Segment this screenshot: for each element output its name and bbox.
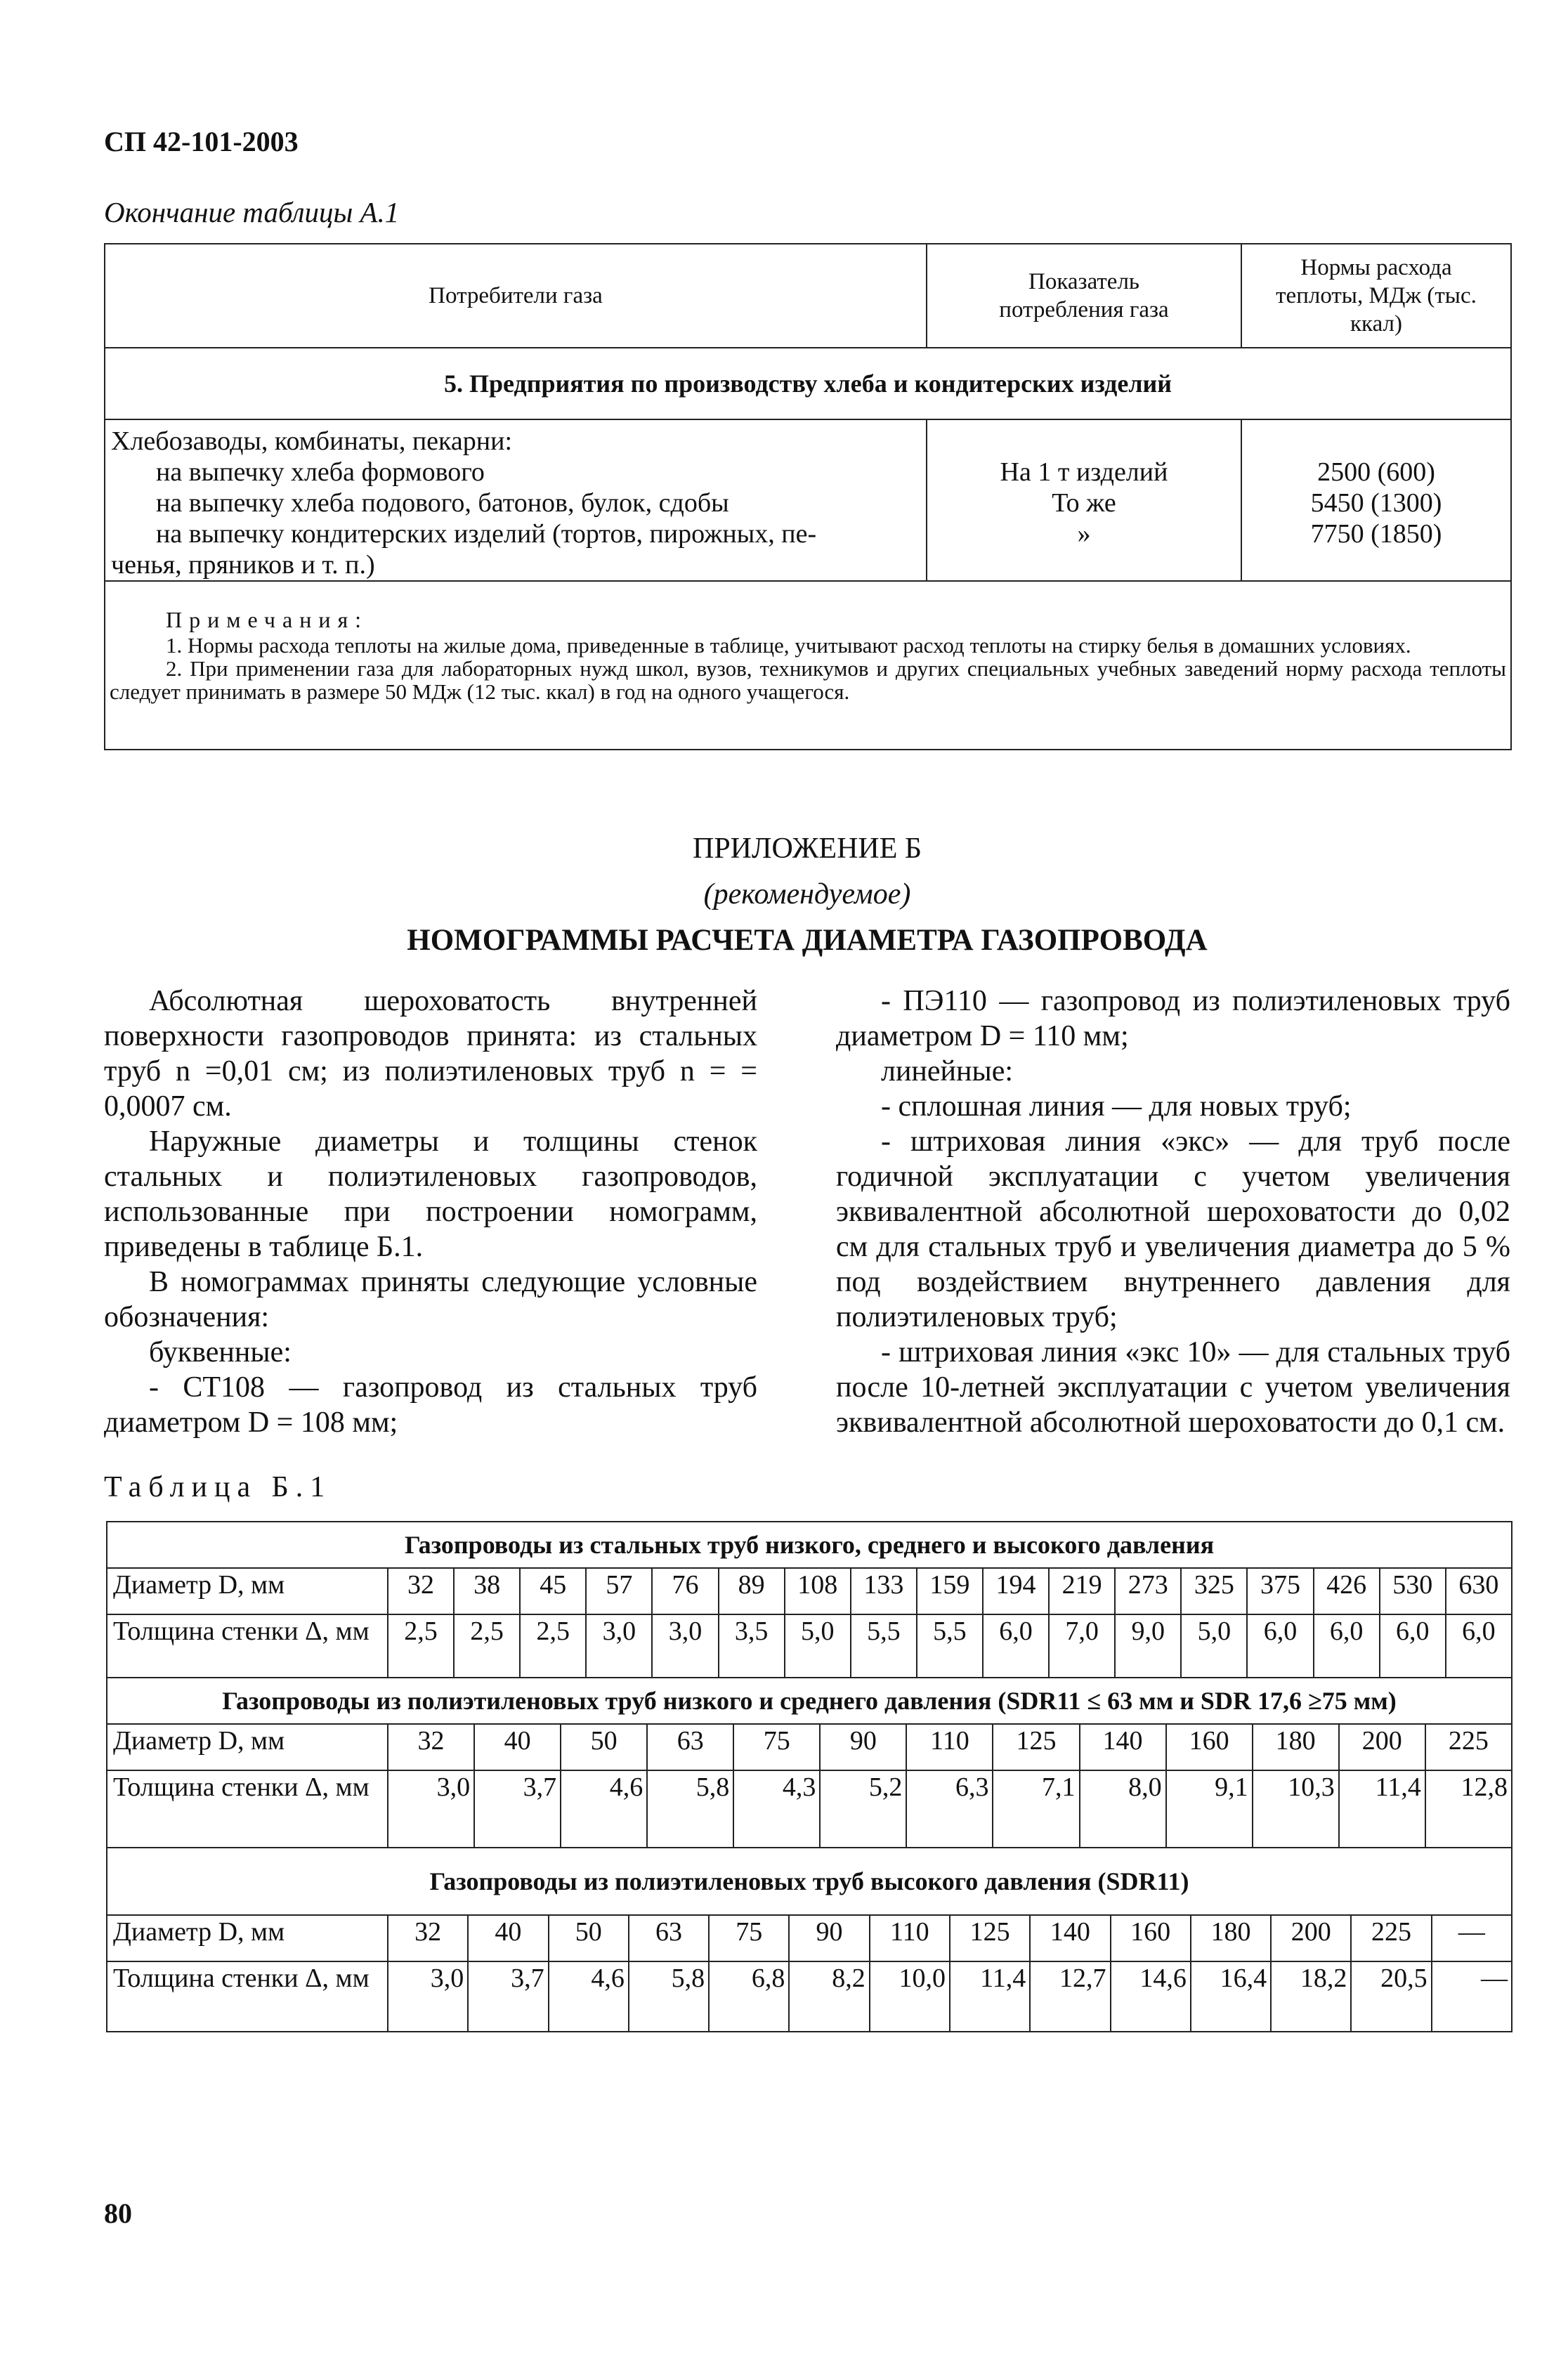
wall-thickness-cell: 3,7	[468, 1961, 548, 2032]
wall-thickness-cell: 6,0	[1380, 1614, 1446, 1678]
paragraph: В номограммах приняты следующие условные обозначения:	[104, 1266, 757, 1333]
consumer-line: ченья, пряников и т. п.)	[111, 550, 375, 580]
wall-thickness-cell: 14,6	[1111, 1961, 1191, 2032]
wall-thickness-cell: 2,5	[454, 1614, 520, 1678]
wall-thickness-cell: 6,0	[1247, 1614, 1313, 1678]
diameter-cell: 50	[549, 1915, 629, 1961]
table-b1-steel	[106, 1521, 1513, 1678]
wall-thickness-cell: 9,1	[1166, 1770, 1253, 1848]
wall-thickness-cell: 8,2	[789, 1961, 869, 2032]
indicator-line: На 1 т изделий	[1000, 457, 1168, 487]
table-b1-caption: Таблица Б.1	[104, 1471, 332, 1503]
diameter-cell: 133	[851, 1568, 917, 1614]
diameter-cell: 75	[733, 1724, 820, 1770]
paragraph: - сплошная линия — для новых труб;	[881, 1090, 1352, 1123]
diameter-cell: 90	[820, 1724, 906, 1770]
diameter-cell: 90	[789, 1915, 869, 1961]
norm-line: 7750 (1850)	[1310, 519, 1442, 549]
wall-thickness-cell: 12,8	[1425, 1770, 1512, 1848]
wall-thickness-cell: 6,8	[709, 1961, 789, 2032]
diameter-cell: 225	[1351, 1915, 1431, 1961]
wall-thickness-cell: 5,2	[820, 1770, 906, 1848]
wall-thickness-cell: 6,0	[983, 1614, 1049, 1678]
diameter-cell: 225	[1425, 1724, 1512, 1770]
wall-thickness-cell: 6,0	[1446, 1614, 1512, 1678]
section-title: Газопроводы из полиэтиленовых труб высокого давления (SDR11)	[107, 1848, 1512, 1915]
wall-thickness-cell: 8,0	[1080, 1770, 1166, 1848]
diameter-cell: 38	[454, 1568, 520, 1614]
wall-thickness-cell: 18,2	[1271, 1961, 1351, 2032]
consumers-cell	[105, 419, 927, 581]
consumer-line: на выпечку хлеба подового, батонов, булок, сдобы	[156, 488, 729, 518]
page-number: 80	[104, 2197, 132, 2229]
wall-thickness-cell: 20,5	[1351, 1961, 1431, 2032]
appendix-status: (рекомендуемое)	[703, 878, 911, 910]
consumer-line: на выпечку хлеба формового	[156, 457, 485, 487]
diameter-cell: 40	[474, 1724, 561, 1770]
diameter-cell: 89	[719, 1568, 785, 1614]
col-header-consumers: Потребители газа	[105, 244, 927, 348]
diameter-cell: 125	[950, 1915, 1030, 1961]
wall-thickness-cell: 10,3	[1253, 1770, 1339, 1848]
diameter-cell: 180	[1253, 1724, 1339, 1770]
diameter-cell: 426	[1314, 1568, 1380, 1614]
diameter-cell: 140	[1080, 1724, 1166, 1770]
diameter-cell: 45	[520, 1568, 586, 1614]
diameter-cell: 160	[1166, 1724, 1253, 1770]
wall-thickness-cell: 3,0	[586, 1614, 652, 1678]
wall-thickness-cell: 5,0	[785, 1614, 851, 1678]
norm-line: 5450 (1300)	[1310, 488, 1442, 518]
indicator-line: »	[1077, 519, 1091, 549]
consumer-line: на выпечку кондитерских изделий (тортов, пирожных, пе-	[156, 519, 817, 549]
wall-thickness-cell: 10,0	[870, 1961, 950, 2032]
note-item: 2. При применении газа для лабораторных нужд школ, вузов, техникумов и других специальных учебных заведений норму расхода теплоты следует принимать в размере 50 МДж (12 тыс. ккал) в год на одного учащегося.	[110, 656, 1506, 704]
wall-thickness-cell: 5,0	[1181, 1614, 1247, 1678]
diameter-cell: 200	[1339, 1724, 1425, 1770]
paragraph: - штриховая линия «экс» — для труб после годичной эксплуатации с учетом увеличения эквивалентной абсолютной шероховатости до 0,02 см для стальных труб и увеличения диаметра до 5 % под воздействием внутреннего давления для полиэтиленовых труб;	[836, 1125, 1510, 1333]
diameter-cell: 40	[468, 1915, 548, 1961]
wall-thickness-cell: 6,0	[1314, 1614, 1380, 1678]
table-continuation-label: Окончание таблицы А.1	[104, 196, 400, 228]
wall-thickness-cell: 11,4	[1339, 1770, 1425, 1848]
wall-thickness-cell: 11,4	[950, 1961, 1030, 2032]
body-left-column	[104, 984, 757, 1440]
diameter-cell: 140	[1030, 1915, 1110, 1961]
diameter-cell: 108	[785, 1568, 851, 1614]
wall-thickness-cell: 4,3	[733, 1770, 820, 1848]
wall-thickness-cell: 6,3	[906, 1770, 993, 1848]
diameter-cell: 200	[1271, 1915, 1351, 1961]
diameter-cell: —	[1432, 1915, 1512, 1961]
wall-thickness-cell: 16,4	[1191, 1961, 1271, 2032]
section-title: Газопроводы из полиэтиленовых труб низкого и среднего давления (SDR11 ≤ 63 мм и SDR 17,6 ≥75 мм)	[107, 1678, 1512, 1724]
wall-thickness-cell: 3,7	[474, 1770, 561, 1848]
norm-line: 2500 (600)	[1317, 457, 1435, 487]
table-b1-pe-high	[106, 1847, 1513, 2032]
doc-code: СП 42-101-2003	[104, 126, 299, 157]
diameter-cell: 530	[1380, 1568, 1446, 1614]
paragraph: Абсолютная шероховатость внутренней поверхности газопроводов принята: из стальных труб n =0,01 см; из полиэтиленовых труб n = = 0,0007 см.	[104, 985, 757, 1123]
indicator-line: То же	[1052, 488, 1116, 518]
diameter-cell: 32	[388, 1568, 454, 1614]
section-title: Газопроводы из стальных труб низкого, среднего и высокого давления	[107, 1522, 1512, 1568]
paragraph: - штриховая линия «экс 10» — для стальных труб после 10-летней эксплуатации с учетом увеличения эквивалентной абсолютной шероховатости до 0,1 см.	[836, 1336, 1510, 1439]
diameter-cell: 63	[629, 1915, 709, 1961]
row-label: Диаметр D, мм	[107, 1915, 388, 1961]
paragraph: Наружные диаметры и толщины стенок стальных и полиэтиленовых газопроводов, использованные при построении номограмм, приведены в таблице Б.1.	[104, 1125, 757, 1263]
diameter-cell: 219	[1049, 1568, 1115, 1614]
diameter-cell: 125	[993, 1724, 1079, 1770]
wall-thickness-cell: —	[1432, 1961, 1512, 2032]
wall-thickness-cell: 7,1	[993, 1770, 1079, 1848]
wall-thickness-cell: 7,0	[1049, 1614, 1115, 1678]
wall-thickness-cell: 9,0	[1115, 1614, 1181, 1678]
diameter-cell: 32	[388, 1915, 468, 1961]
wall-thickness-cell: 3,5	[719, 1614, 785, 1678]
table-b1-pe-low-medium	[106, 1677, 1513, 1848]
note-item: 1. Нормы расхода теплоты на жилые дома, приведенные в таблице, учитывают расход теплоты на стирку белья в домашних условиях.	[166, 633, 1411, 658]
table-a1	[104, 243, 1512, 750]
diameter-cell: 32	[388, 1724, 474, 1770]
paragraph: буквенные:	[149, 1336, 292, 1369]
row-label: Диаметр D, мм	[107, 1724, 388, 1770]
diameter-cell: 180	[1191, 1915, 1271, 1961]
wall-thickness-cell: 3,0	[388, 1770, 474, 1848]
notes-title: Примечания:	[166, 607, 369, 632]
diameter-cell: 110	[906, 1724, 993, 1770]
diameter-cell: 110	[870, 1915, 950, 1961]
wall-thickness-cell: 5,8	[647, 1770, 733, 1848]
row-label: Толщина стенки Δ, мм	[107, 1961, 388, 2032]
notes-cell	[105, 581, 1511, 750]
consumer-line: Хлебозаводы, комбинаты, пекарни:	[111, 426, 513, 456]
diameter-cell: 76	[652, 1568, 718, 1614]
col-header-norms: Нормы расхода теплоты, МДж (тыс. ккал)	[1241, 244, 1511, 348]
section-title: 5. Предприятия по производству хлеба и кондитерских изделий	[105, 348, 1511, 419]
diameter-cell: 273	[1115, 1568, 1181, 1614]
wall-thickness-cell: 5,8	[629, 1961, 709, 2032]
wall-thickness-cell: 3,0	[652, 1614, 718, 1678]
wall-thickness-cell: 5,5	[851, 1614, 917, 1678]
wall-thickness-cell: 2,5	[388, 1614, 454, 1678]
paragraph: - ПЭ110 — газопровод из полиэтиленовых труб диаметром D = 110 мм;	[836, 985, 1510, 1052]
wall-thickness-cell: 4,6	[549, 1961, 629, 2032]
wall-thickness-cell: 2,5	[520, 1614, 586, 1678]
appendix-title: НОМОГРАММЫ РАСЧЕТА ДИАМЕТРА ГАЗОПРОВОДА	[407, 924, 1208, 957]
diameter-cell: 159	[917, 1568, 983, 1614]
wall-thickness-cell: 12,7	[1030, 1961, 1110, 2032]
row-label: Толщина стенки Δ, мм	[107, 1614, 388, 1678]
diameter-cell: 375	[1247, 1568, 1313, 1614]
paragraph: линейные:	[881, 1055, 1014, 1087]
row-label: Толщина стенки Δ, мм	[107, 1770, 388, 1848]
wall-thickness-cell: 4,6	[561, 1770, 647, 1848]
col-header-indicator: Показатель потребления газа	[927, 244, 1241, 348]
diameter-cell: 325	[1181, 1568, 1247, 1614]
diameter-cell: 194	[983, 1568, 1049, 1614]
norms-cell	[1241, 419, 1511, 581]
appendix-label: ПРИЛОЖЕНИЕ Б	[692, 832, 922, 865]
row-label: Диаметр D, мм	[107, 1568, 388, 1614]
body-right-column	[836, 984, 1510, 1440]
diameter-cell: 63	[647, 1724, 733, 1770]
diameter-cell: 75	[709, 1915, 789, 1961]
diameter-cell: 50	[561, 1724, 647, 1770]
paragraph: - СТ108 — газопровод из стальных труб диаметром D = 108 мм;	[104, 1371, 757, 1439]
diameter-cell: 160	[1111, 1915, 1191, 1961]
diameter-cell: 630	[1446, 1568, 1512, 1614]
diameter-cell: 57	[586, 1568, 652, 1614]
indicator-cell	[927, 419, 1241, 581]
wall-thickness-cell: 3,0	[388, 1961, 468, 2032]
wall-thickness-cell: 5,5	[917, 1614, 983, 1678]
